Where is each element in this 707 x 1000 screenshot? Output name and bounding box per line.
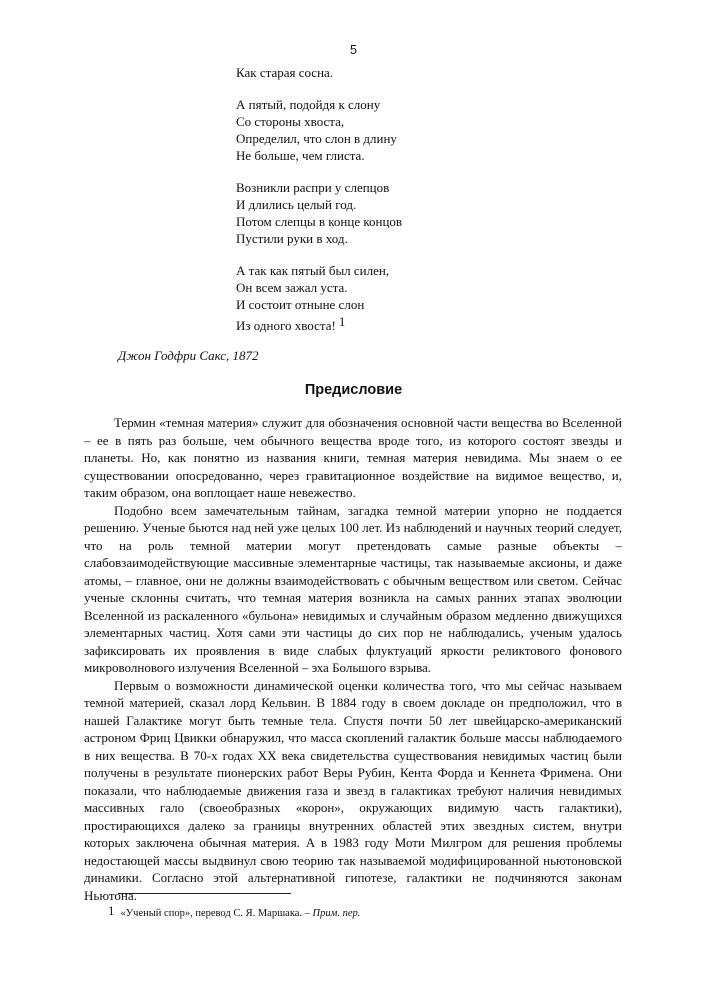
body-text	[84, 414, 622, 904]
footnote	[108, 903, 360, 919]
poem-stanza-3	[236, 179, 402, 247]
poem-line: Не больше, чем глиста.	[236, 148, 365, 163]
footnote-divider	[118, 893, 291, 894]
poem-line: Он всем зажал уста.	[236, 280, 348, 295]
section-heading: Предисловие	[304, 382, 403, 398]
paragraph-2: Подобно всем замечательным тайнам, загадка темной материи упорно не поддается решению. Ученые бьются над ней уже целых 100 лет. Из наблюдений и научных теорий следует, что на роль темной материи могут претендовать самые разные объекты – слабовзаимодействующие массивные элементарные частицы, так называемые аксионы, и даже атомы, – главное, они не должны взаимодействовать с обычным веществом или светом. Сейчас ученые склонны считать, что темная материя возникла на самых ранних этапах эволюции Вселенной из раскаленного «бульона» невидимых и случайным образом медленно движущихся элементарных частиц. Хотя сами эти частицы до сих пор не наблюдались, ученым удалось зафиксировать их проявления в виде слабых флуктуаций яркости реликтового фонового микроволнового излучения Вселенной – эха Большого взрыва.	[84, 502, 622, 675]
footnote-marker: 1	[108, 903, 115, 918]
page-number: 5	[350, 43, 357, 57]
poem-line: Со стороны хвоста,	[236, 114, 345, 129]
footnote-reference[interactable]: 1	[338, 314, 346, 329]
epigraph-poem	[236, 64, 402, 334]
poem-line-text: Из одного хвоста!	[236, 318, 336, 333]
poem-line: И длились целый год.	[236, 197, 357, 212]
poem-line-last	[236, 313, 402, 334]
epigraph-attribution: Джон Годфри Сакс, 1872	[118, 348, 259, 363]
poem-line: А так как пятый был силен,	[236, 263, 390, 278]
poem-line: И состоит отныне слон	[236, 297, 365, 312]
poem-stanza-1	[236, 64, 402, 81]
poem-line: Как старая сосна.	[236, 65, 334, 80]
poem-line: Пустили руки в ход.	[236, 231, 348, 246]
poem-line: Потом слепцы в конце концов	[236, 214, 403, 229]
poem-line: А пятый, подойдя к слону	[236, 97, 381, 112]
poem-stanza-4	[236, 262, 402, 334]
poem-line: Определил, что слон в длину	[236, 131, 397, 146]
footnote-note: Прим. пер.	[312, 908, 361, 919]
poem-stanza-2	[236, 96, 402, 164]
poem-line: Возникли распри у слепцов	[236, 180, 390, 195]
footnote-text: «Ученый спор», перевод С. Я. Маршака. –	[120, 908, 313, 919]
paragraph-3: Первым о возможности динамической оценки количества того, что мы сейчас называем темной материей, сказал лорд Кельвин. В 1884 году в своем докладе он предположил, что в нашей Галактике могут быть темные тела. Спустя почти 50 лет швейцарско-американский астроном Фриц Цвикки обнаружил, что масса скоплений галактик больше массы наблюдаемого в них вещества. В 70-х годах XX века свидетельства существования невидимых частиц были получены в результате пионерских работ Веры Рубин, Кента Форда и Кеннета Фримена. Они показали, что наблюдаемые движения газа и звезд в галактиках требуют наличия невидимых массивных гало (своеобразных «корон», окружающих видимую часть галактики), простирающихся далеко за границы внутренних областей этих звездных систем, внутри которых заключена обычная материя. А в 1983 году Моти Милгром для решения проблемы недостающей массы выдвинул свою теорию так называемой модифицированной ньютоновской динамики. Согласно этой альтернативной гипотезе, галактики не подчиняются законам Ньютона.	[84, 677, 622, 903]
paragraph-1: Термин «темная материя» служит для обозначения основной части вещества во Вселенной – ее в пять раз больше, чем обычного вещества вроде того, из которого состоят звезды и планеты. Но, как понятно из названия книги, темная материя невидима. Мы знаем о ее существовании опосредованно, через гравитационное воздействие на видимое вещество, и, таким образом, она воплощает наше невежество.	[84, 415, 622, 500]
